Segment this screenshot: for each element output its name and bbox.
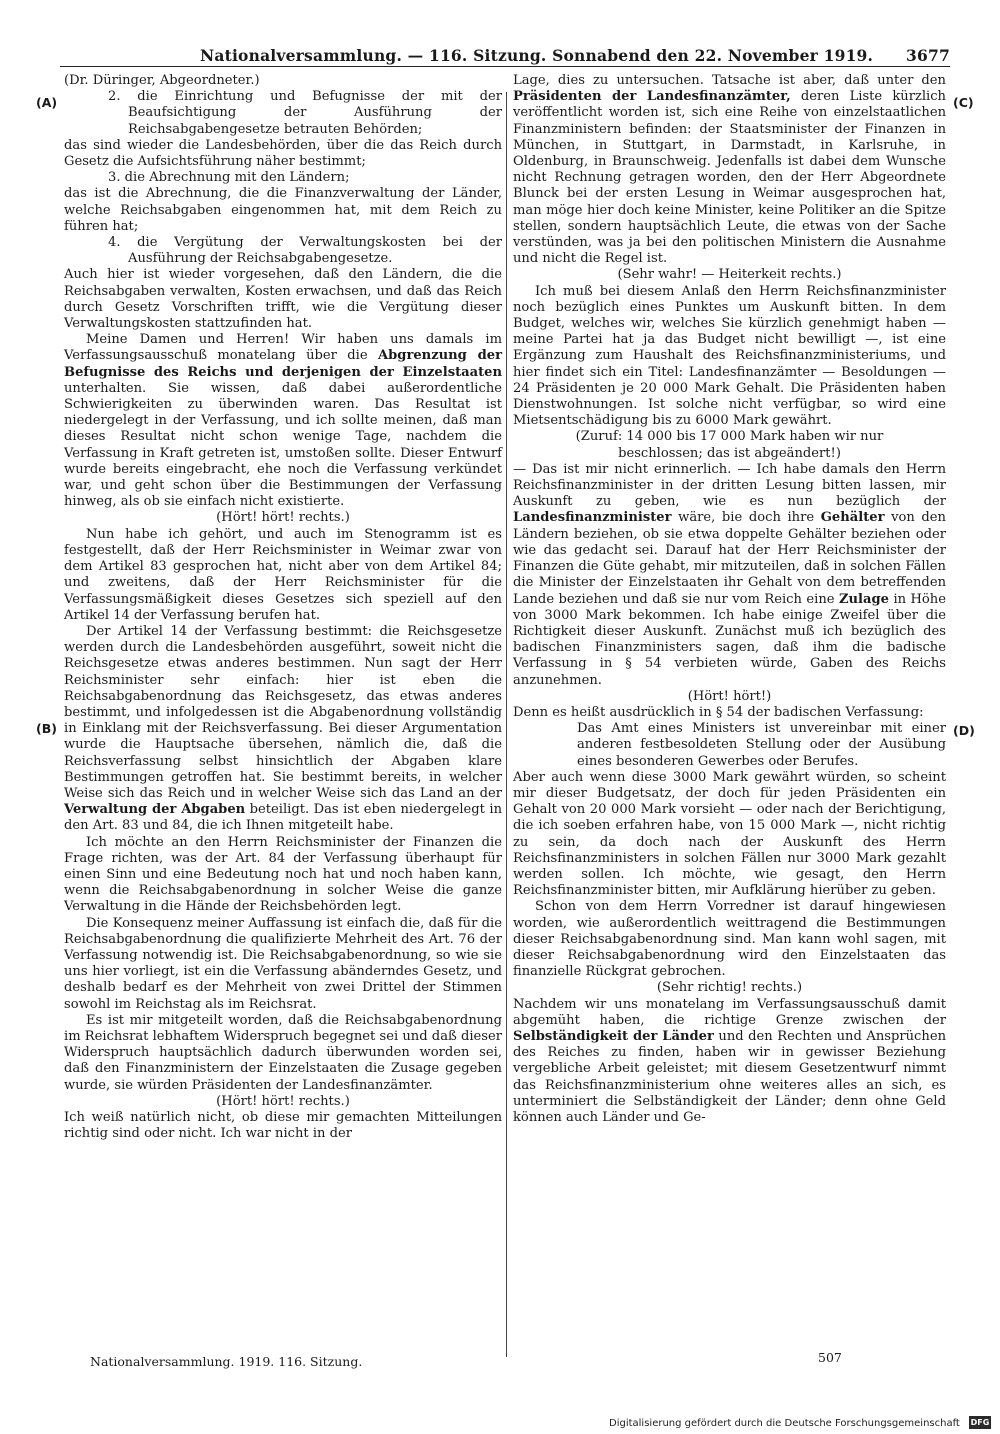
list-item-2: 2. die Einrichtung und Befugnisse der mit der Beaufsichtigung der Ausführung der Reichsabgabengesetze betrauten Behörden; [108, 89, 502, 137]
header-page-number: 3677 [906, 46, 950, 65]
paragraph: Ich muß bei diesem Anlaß den Herrn Reichsfinanzminister noch bezüglich eines Punktes um Auskunft bitten. In dem Budget, welches wir, welches Sie kürzlich genehmigt haben — meine Partei hat ja das Budget nicht bewilligt —, ist eine Ergänzung zum Haushalt des Reichsfinanzministeriums, und hier findet sich ein Titel: Landesfinanzämter — Besoldungen — 24 Präsidenten je 20 000 Mark Gehalt. Die Präsidenten haben Dienstwohnungen. Ist solche nicht verfügbar, so wird eine Mietsentschädigung bis zu 6000 Mark gewährt. [513, 283, 946, 429]
paragraph: Denn es heißt ausdrücklich in § 54 der badischen Verfassung: [513, 704, 924, 720]
paragraph: das sind wieder die Landesbehörden, über die das Reich durch Gesetz die Aufsichtsführung näher bestimmt; [64, 137, 502, 170]
paragraph: Ich weiß natürlich nicht, ob diese mir gemachten Mitteilungen richtig sind oder nicht. Ich war nicht in der [64, 1110, 502, 1142]
digitization-credit: Digitalisierung gefördert durch die Deutsche Forschungsgemeinschaft [609, 1418, 960, 1429]
margin-mark-c: (C) [953, 95, 974, 110]
text-run: unterhalten. Sie wissen, daß dabei außerordentliche Schwierigkeiten zu überwinden waren. Das Resultat ist niedergelegt in der Verfassung, und ich sollte meinen, daß man dieses Resultat nicht schon wenige Tage, nachdem die Verfassung in Kraft getreten ist, umstoßen sollte. Dieser Entwurf wurde bereits eingebracht, ehe noch die Verfassung verkündet war, und geht schon über die Bestimmungen der Verfassung hinweg, als ob sie einfach nicht existierte. [64, 380, 502, 510]
paragraph: das ist die Abrechnung, die die Finanzverwaltung der Länder, welche Reichsabgaben eingenommen hat, mit dem Reich zu führen hat; [64, 186, 502, 234]
paragraph [64, 624, 502, 835]
paragraph: Aber auch wenn diese 3000 Mark gewährt würden, so scheint mir dieser Budgetsatz, der doch für jeden Präsidenten ein Gehalt von 20 000 Mark vorsieht — oder nach der Berichtigung, die ich soeben erfahren habe, von 15 000 Mark —, nicht richtig zu sein, da doch nach der Auskunft des Herrn Reichsfinanzministers in solchen Fällen nur 3000 Mark gezahlt werden sollen. Ich möchte, wie gesagt, den Herrn Reichsfinanzminister bitten, mir Aufklärung hierüber zu geben. [513, 769, 946, 899]
footer-session-info: Nationalversammlung. 1919. 116. Sitzung. [90, 1354, 363, 1369]
interjection: (Hört! hört!) [687, 688, 772, 704]
paragraph: Es ist mir mitgeteilt worden, daß die Reichsabgabenordnung im Reichsrat lebhaftem Widerspruch begegnet sei und daß dieser Widerspruch hauptsächlich dadurch überwunden worden sei, daß den Finanzministern der Einzelstaaten die Zusage gegeben wurde, sie würden Präsidenten der Landesfinanzämter. [64, 1012, 502, 1093]
text-run: und den Rechten und Ansprüchen des Reiches zu finden, haben wir in gewisser Beziehung vergebliche Arbeit geleistet; mit diesem Gesetzentwurf nimmt das Reichsfinanzministerium ohne weiteres alles an sich, es unterminiert die Selbständigkeit der Länder; denn ohne Geld können auch Länder und Ge- [513, 1028, 946, 1125]
interjection: (Zuruf: 14 000 bis 17 000 Mark haben wir nur beschlossen; das ist abgeändert!) [575, 429, 884, 461]
text-run: — Das ist mir nicht erinnerlich. — Ich habe damals den Herrn Reichsfinanzminister in der dritten Lesung bitten lassen, mir Auskunft zu geben, wie es nun bezüglich der [513, 461, 946, 510]
text-run: Meine Damen und Herren! Wir haben uns damals im Verfassungsausschuß monatelang über die [64, 332, 502, 364]
emphasis: Gehälter [820, 510, 885, 526]
margin-mark-a: (A) [36, 95, 58, 110]
text-run: in Höhe von 3000 Mark bekommen. Ich habe einige Zweifel über die Richtigkeit dieser Auskunft. Zunächst muß ich bezüglich des badischen Finanzministers sagen, daß ihm die badische Verfassung in § 54 verbieten würde, Gaben des Reichs anzunehmen. [513, 591, 946, 688]
emphasis: Präsidenten der Landesfinanzämter, [513, 89, 791, 105]
footer-sheet-number: 507 [818, 1350, 842, 1365]
quotation: Das Amt eines Ministers ist unvereinbar mit einer anderen festbesoldeten Stellung oder der Ausübung eines besonderen Gewerbes oder Berufes. [577, 721, 946, 769]
paragraph [513, 997, 946, 1127]
paragraph: Ich möchte an den Herrn Reichsminister der Finanzen die Frage richten, was der Art. 84 der Verfassung überhaupt für einen Sinn und eine Bedeutung noch hat und noch haben kann, wenn die Reichsabgabenordnung in solcher Weise die ganze Verwaltung in die Hände der Reichsbehörden legt. [64, 834, 502, 915]
margin-mark-b: (B) [36, 721, 57, 736]
margin-mark-d: (D) [953, 723, 975, 738]
paragraph: Nun habe ich gehört, und auch im Stenogramm ist es festgestellt, daß der Herr Reichsminister in Weimar zwar von dem Artikel 83 gesprochen hat, nicht aber von dem Artikel 84; und zweitens, daß der Herr Reichsminister für die Verfassungsmäßigkeit dieses Gesetzes sich speziell auf den Artikel 14 der Verfassung berufen hat. [64, 526, 502, 623]
header-rule [60, 66, 950, 67]
running-header [60, 44, 950, 68]
column-divider [506, 92, 507, 1357]
emphasis: Selbständigkeit der Länder [513, 1028, 714, 1044]
text-run: Der Artikel 14 der Verfassung bestimmt: die Reichsgesetze werden durch die Landesbehörden ausgeführt, soweit nicht die Reichsgesetze etwas anderes bestimmen. Nun sagt der Herr Reichsminister sehr einfach: hier ist eben die Reichsabgabenordnung das Reichsgesetz, das etwas anderes bestimmt, und infolgedessen ist die Abgabenordnung vollständig in Einklang mit der Reichsverfassung. Bei dieser Argumentation wurde die Hauptsache übersehen, nämlich die, daß die Reichsverfassung selbst hinsichtlich der Abgaben klare Bestimmungen getroffen hat. Sie bestimmt bereits, in welcher Weise sich das Reich und in welcher Weise sich das Land an der [64, 623, 502, 801]
text-run: Nachdem wir uns monatelang im Verfassungsausschuß damit abgemüht haben, die richtige Grenze zwischen der [513, 996, 946, 1028]
emphasis: Zulage [838, 591, 889, 607]
text-run: deren Liste kürzlich veröffentlicht worden ist, sich eine Reihe von einzelstaatlichen Finanzministern befinden: der Staatsminister der Finanzen in München, in Stuttgart, in Darmstadt, in Karlsruhe, in Oldenburg, in Braunschweig. Jedenfalls ist dabei dem Wunsche nicht Rechnung getragen worden, den der Herr Abgeordnete Blunck bei der ersten Lesung in Weimar ausgesprochen hat, man möge hier doch keine Minister, keine Politiker an die Spitze stellen, sondern hauptsächlich Leute, die etwas von der Sache verstünden, was ja bei den politischen Ministern die Ausnahme und nicht die Regel ist. [513, 89, 946, 267]
text-run: von den Ländern beziehen, ob sie etwa doppelte Gehälter beziehen oder wie das gedacht sei. Darauf hat der Herr Reichsminister der Finanzen die Güte gehabt, mir mitzuteilen, daß in solchen Fällen die Minister der Einzelstaaten ihr Gehalt von dem betreffenden Lande beziehen und daß sie nur vom Reich eine [513, 510, 946, 607]
text-run: Lage, dies zu untersuchen. Tatsache ist aber, daß unter den [513, 73, 946, 88]
paragraph: Auch hier ist wieder vorgesehen, daß den Ländern, die die Reichsabgaben verwalten, Kosten erwachsen, und daß das Reich durch Gesetz Vorschriften trifft, wie die Vergütung dieser Verwaltungskosten stattzufinden hat. [64, 267, 502, 332]
list-item-3: 3. die Abrechnung mit den Ländern; [108, 170, 350, 186]
emphasis: Verwaltung der Abgaben [64, 802, 246, 818]
paragraph: Schon von dem Herrn Vorredner ist darauf hingewiesen worden, wie außerordentlich weittragend die Bestimmungen dieser Reichsabgabenordnung sind. Man kann wohl sagen, mit dieser Reichsabgabenordnung wird den Einzelstaaten das finanzielle Rückgrat gebrochen. [513, 899, 946, 980]
emphasis: Landesfinanzminister [513, 510, 672, 526]
right-column [513, 73, 946, 1126]
interjection: (Sehr richtig! rechts.) [656, 980, 803, 996]
text-run: beteiligt. Das ist eben niedergelegt in den Art. 83 und 84, die ich Ihnen mitgeteilt habe. [64, 802, 502, 834]
emphasis: Abgrenzung der Befugnisse des Reichs und derjenigen der Einzelstaaten [64, 348, 502, 380]
paragraph [64, 332, 502, 510]
list-item-4: 4. die Vergütung der Verwaltungskosten bei der Ausführung der Reichsabgabengesetze. [108, 235, 502, 267]
left-column [64, 73, 502, 1142]
header-title: Nationalversammlung. — 116. Sitzung. Sonnabend den 22. November 1919. [200, 46, 874, 65]
interjection: (Hört! hört! rechts.) [216, 510, 350, 526]
paragraph [513, 462, 946, 689]
text-run: wäre, bie doch ihre [678, 510, 815, 526]
paragraph [513, 73, 946, 267]
dfg-logo: DFG [970, 1418, 990, 1427]
interjection: (Hört! hört! rechts.) [216, 1093, 350, 1109]
interjection: (Sehr wahr! — Heiterkeit rechts.) [617, 267, 842, 283]
paragraph: Die Konsequenz meiner Auffassung ist einfach die, daß für die Reichsabgabenordnung die qualifizierte Mehrheit des Art. 76 der Verfassung notwendig ist. Die Reichsabgabenordnung, so wie sie uns hier vorliegt, ist ein die Verfassung abänderndes Gesetz, und deshalb bedarf es der Mehrheit von zwei Drittel der Stimmen sowohl im Reichstag als im Reichsrat. [64, 915, 502, 1012]
speaker-line: (Dr. Düringer, Abgeordneter.) [64, 73, 260, 88]
